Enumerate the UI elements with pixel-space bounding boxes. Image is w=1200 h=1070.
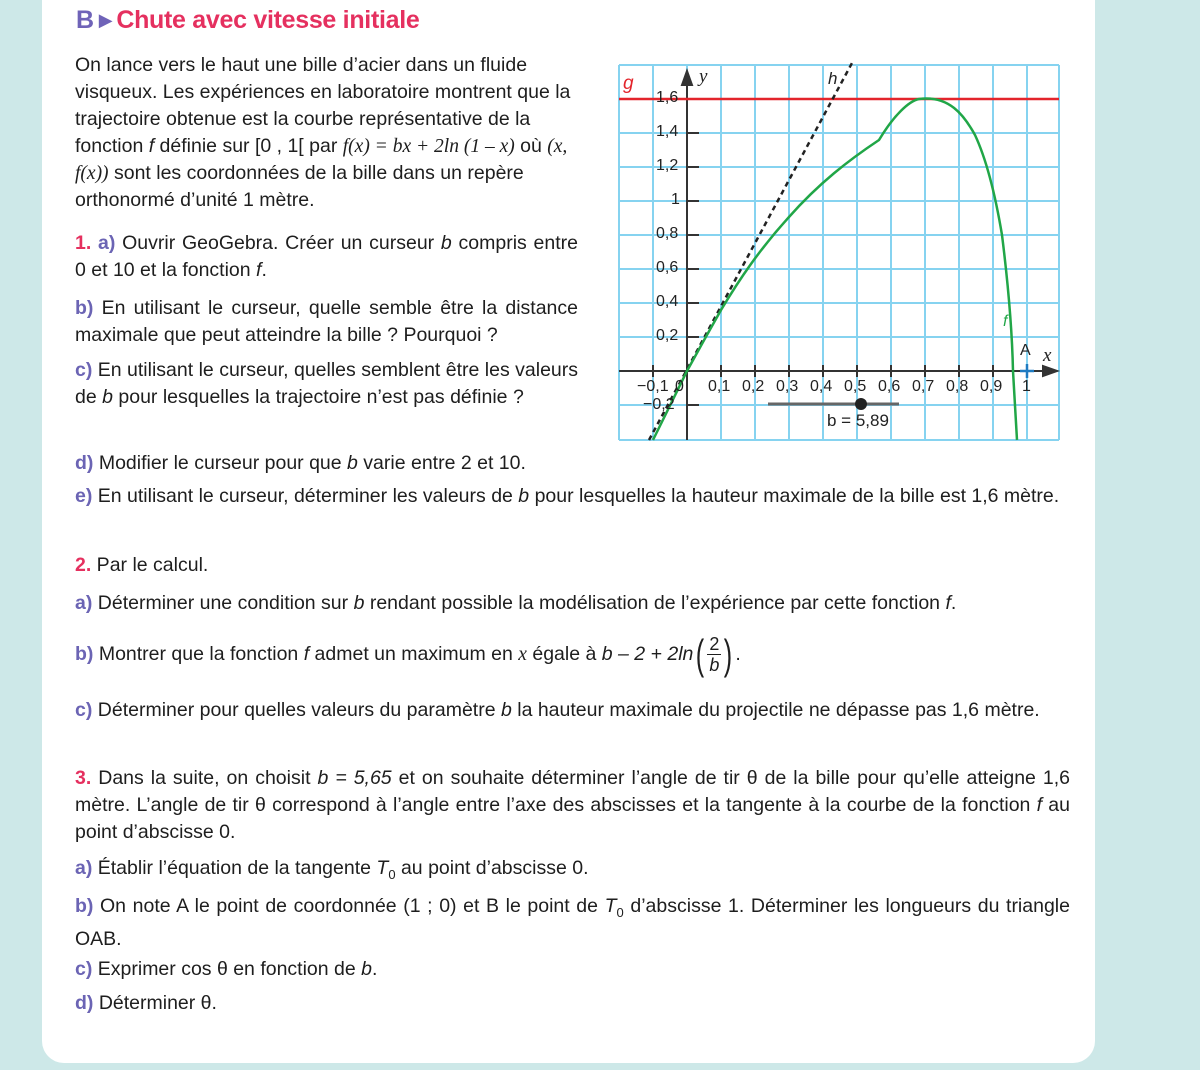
question-2c — [75, 697, 1070, 724]
question-label: b) — [75, 895, 94, 917]
fraction-denominator: b — [709, 655, 720, 676]
math-b: b — [361, 958, 373, 980]
x-tick: 0,9 — [980, 378, 1003, 395]
math-b-value: b = 5,65 — [317, 767, 392, 789]
text: au point d’abscisse 0. — [75, 794, 1071, 843]
y-tick: 0,2 — [656, 327, 679, 344]
math-b: b — [353, 592, 365, 614]
text: Ouvrir GeoGebra. Créer un curseur — [115, 232, 441, 254]
text: . — [261, 259, 267, 281]
point-a-label: A — [1020, 342, 1031, 359]
y-axis-label: y — [699, 66, 708, 87]
slider-value-label: b = 5,89 — [827, 411, 889, 430]
question-number: 2. — [75, 554, 92, 576]
x-tick: 0,6 — [878, 378, 901, 395]
question-label: b) — [75, 643, 94, 665]
slider-knob[interactable] — [855, 398, 867, 410]
y-tick: −0,2 — [643, 396, 675, 413]
question-label: d) — [75, 452, 94, 474]
text: Montrer que la fonction — [93, 643, 304, 665]
section-letter: B — [76, 6, 94, 34]
text: Déterminer pour quelles valeurs du paramètre — [92, 699, 501, 721]
text: varie entre 2 et 10. — [357, 452, 526, 474]
section-title-text: Chute avec vitesse initiale — [116, 6, 420, 34]
text: On lance vers le haut une bille d’acier dans un fluide visqueux. Les expériences en laboratoire montrent que la trajectoire obtenue est la courbe représentative de la fonction — [75, 54, 571, 157]
text: pour lesquelles la trajectoire n’est pas définie ? — [112, 386, 524, 408]
y-tick: 1,4 — [656, 123, 679, 140]
question-number: 3. — [75, 767, 92, 789]
section-title — [76, 6, 419, 35]
question-label: b) — [75, 297, 94, 319]
math-b: b — [440, 232, 452, 254]
tangent-h-label: h — [828, 69, 838, 88]
text: . — [735, 643, 741, 665]
question-1a — [75, 230, 578, 284]
x-tick: 0,4 — [810, 378, 833, 395]
math-T: T — [376, 857, 389, 879]
text: sont les coordonnées de la bille dans un repère orthonormé d’unité 1 mètre. — [75, 162, 524, 211]
x-tick: 0,2 — [742, 378, 765, 395]
x-tick: 0 — [675, 378, 684, 395]
intro-paragraph — [75, 52, 580, 214]
x-tick: 0,7 — [912, 378, 935, 395]
text: et on souhaite déterminer l’angle de tir θ de la bille pour qu’elle atteigne 1,6 mètre. L’angle de tir θ correspond à l’angle entre l’axe des abscisses et la tangente à la courbe de la fonction — [75, 767, 1071, 816]
question-3 — [75, 765, 1070, 846]
text: Établir l’équation de la tangente — [92, 857, 377, 879]
x-tick: 0,8 — [946, 378, 969, 395]
question-2 — [75, 552, 1070, 579]
math-f: f — [303, 643, 310, 665]
y-tick: 0,4 — [656, 293, 679, 310]
formula: f(x) = bx + 2ln (1 – x) — [342, 136, 515, 157]
question-1b — [75, 295, 578, 349]
question-label: c) — [75, 699, 93, 721]
math-f: f — [256, 259, 262, 281]
math-b: b — [102, 386, 113, 408]
math-x: x — [518, 644, 527, 665]
text: définie sur [0 , 1[ par — [154, 135, 343, 157]
fraction-numerator: 2 — [709, 634, 720, 655]
question-3a — [75, 855, 1070, 888]
text: . — [372, 958, 378, 980]
text: compris entre 0 et 10 et la fonction — [75, 232, 578, 281]
question-3d — [75, 990, 1070, 1017]
triangle-icon: ▶ — [98, 10, 113, 30]
y-tick: 1 — [671, 191, 680, 208]
y-tick: 1,2 — [656, 157, 679, 174]
subscript: 0 — [388, 866, 396, 882]
text: En utilisant le curseur, déterminer les valeurs de — [92, 485, 519, 507]
y-tick: 0,6 — [656, 259, 679, 276]
text: On note A le point de coordonnée (1 ; 0) et B le point de — [93, 895, 605, 917]
text: Exprimer cos θ en fonction de — [92, 958, 362, 980]
math-f: f — [148, 135, 155, 157]
paren-left: ( — [696, 630, 705, 678]
text: rendant possible la modélisation de l’expérience par cette fonction — [364, 592, 946, 614]
geogebra-graph — [619, 65, 1059, 440]
math-b: b — [518, 485, 530, 507]
question-label: a) — [75, 592, 93, 614]
text: admet un maximum en — [309, 643, 519, 665]
text: au point d’abscisse 0. — [395, 857, 589, 879]
text: Modifier le curseur pour que — [93, 452, 348, 474]
question-label: c) — [75, 958, 93, 980]
x-tick: −0,1 — [637, 378, 669, 395]
text: En utilisant le curseur, quelles semblent être les valeurs de — [75, 359, 578, 408]
math-b: b — [500, 699, 512, 721]
text: En utilisant le curseur, quelle semble être la distance maximale que peut atteindre la bille ? Pourquoi ? — [75, 297, 578, 346]
y-tick: 1,6 — [656, 89, 679, 106]
line-g-label: g — [623, 73, 634, 94]
subscript: 0 — [616, 904, 624, 920]
text: Dans la suite, on choisit — [91, 767, 318, 789]
text: d’abscisse 1. Déterminer les longueurs du triangle OAB. — [75, 895, 1070, 950]
fraction — [693, 630, 735, 678]
paren-right: ) — [724, 630, 733, 678]
text: pour lesquelles la hauteur maximale de la bille est 1,6 mètre. — [529, 485, 1060, 507]
question-label: a) — [98, 232, 116, 254]
text: . — [950, 592, 957, 614]
question-label: c) — [75, 359, 93, 381]
coords: (x, f(x)) — [75, 136, 568, 184]
math-f: f — [1036, 794, 1043, 816]
text: Déterminer une condition sur — [92, 592, 354, 614]
text: la hauteur maximale du projectile ne dépasse pas 1,6 mètre. — [511, 699, 1040, 721]
math-b: b — [347, 452, 358, 474]
question-2b — [75, 632, 1070, 677]
question-3b — [75, 893, 1070, 953]
point-a-marker — [1020, 364, 1034, 378]
question-3c — [75, 956, 1070, 983]
math-expression: b – 2 + 2ln — [601, 643, 694, 665]
question-label: a) — [75, 857, 93, 879]
question-number: 1. — [75, 232, 92, 254]
x-tick: 0,3 — [776, 378, 799, 395]
question-label: d) — [75, 992, 94, 1014]
math-T: T — [604, 895, 617, 917]
question-1c — [75, 357, 578, 411]
math-f: f — [945, 592, 951, 614]
question-1d — [75, 450, 1070, 477]
curve-f-label: f — [1003, 313, 1008, 330]
text: Déterminer θ. — [93, 992, 217, 1014]
y-tick: 0,8 — [656, 225, 679, 242]
x-tick: 0,1 — [708, 378, 731, 395]
x-axis-label: x — [1043, 345, 1052, 366]
question-label: e) — [75, 485, 93, 507]
text: où — [514, 135, 548, 157]
question-1e — [75, 483, 1070, 510]
question-2a — [75, 590, 1070, 617]
x-tick: 0,5 — [844, 378, 867, 395]
text: Par le calcul. — [91, 554, 209, 576]
text: égale à — [526, 643, 602, 665]
x-tick: 1 — [1022, 378, 1031, 395]
